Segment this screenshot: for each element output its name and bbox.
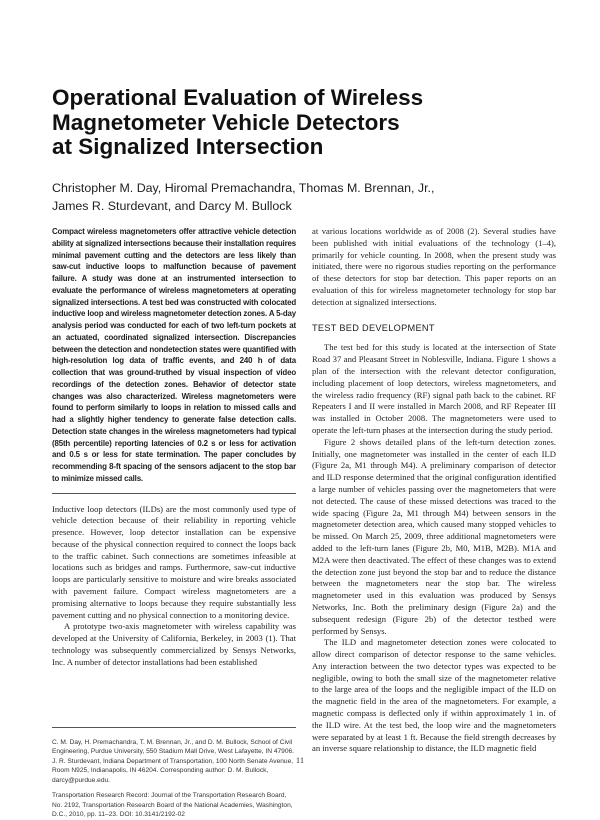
section-paragraph: Figure 2 shows detailed plans of the left-turn detection zones. Initially, one magnetometer was installed in the center of each ILD (Figure 2a, M1 through M4). A preliminary comparison of detector and ILD response determined that the original configuration identified a large number of vehicles passing over the magnetometers that were not detected. The cause of these missed detections was traced to the wide spacing (Figure 2a, M1 through M4) between sensors in the magnetometer detection area, which caused many stopped vehicles to be missed. On March 25, 2009, three additional magnetometers were added to the left-turn lanes (Figure 2b, M0, M1B, M2B). M1A and M2A were then deactivated. The effect of these changes was to extend the detection zone just beyond the stop bar and to reduce the distance between the magnetometers near the stop bar. The wireless magnetometer used in this evaluation was produced by Sensys Networks, Inc. Both the preliminary design (Figure 2a) and the subsequent redesign (Figure 2b) of the detector testbed were performed by Sensys. [312,436,556,636]
title-line: Operational Evaluation of Wireless [52,85,424,110]
footnote-divider [52,727,296,728]
author-affiliation-note: C. M. Day, H. Premachandra, T. M. Brennan, Jr., and D. M. Bullock, School of Civil Engineering, Purdue University, 550 Stadium Mall Drive, West Lafayette, IN 47906. J. R. Sturdevant, Indiana Department of Transportation, 100 North Senate Avenue, Room N925, Indianapolis, IN 46204. Corresponding author: D. M. Bullock, darcy@purdue.edu. [52,738,295,784]
section-heading: TEST BED DEVELOPMENT [312,322,435,333]
title-line: Magnetometer Vehicle Detectors [52,109,400,135]
intro-paragraph: Inductive loop detectors (ILDs) are the most commonly used type of vehicle detection because of their reliability in reporting vehicle presence. However, loop detector installation can be expensive because of the physical connection required to connect the loops back to the traffic cabinet. Such connections are sometimes infeasible at locations such as bridges and ramps. Furthermore, saw-cut inductive loops are particularly sensitive to moisture and wire breaks associated with pavement failure. Compact wireless magnetometers are a promising alternative to loops because they require substantially less pavement cutting and no physical connection to a monitoring device. [52,503,296,620]
author-line: Christopher M. Day, Hiromal Premachandra, Thomas M. Brennan, Jr., [52,181,435,195]
intro-paragraph: A prototype two-axis magnetometer with wireless capability was developed at the University of California, Berkeley, in 2003 (1). That technology was subsequently commercialized by Sensys Networks, Inc. A number of detector installations had been established [52,621,296,667]
abstract-divider [52,493,296,494]
title-line: at Signalized Intersection [52,134,324,159]
citation-note: Transportation Research Record: Journal of the Transportation Research Board, No. 2192, Transportation Research Board of the National Academies, Washington, D.C., 2010, pp. 11–23. DOI: 10.3141/2192-02 [52,792,293,819]
left-column [52,226,296,820]
abstract: Compact wireless magnetometers offer attractive vehicle detection ability at signalized intersections because their installation requires minimal pavement cutting and the detectors are less likely than saw-cut inductive loops to malfunction because of pavement failure. A study was done at an instrumented intersection to evaluate the performance of wireless magnetometers at operating signalized intersections. A test bed was constructed with colocated inductive loop and wireless magnetometer detection zones. A 5-day analysis period was conducted for each of two left-turn pockets at an actuated, coordinated signalized intersection. Discrepancies between the detection and nondetection states were quantified with high-resolution log data of traffic events, and 240 h of data collection that was ground-truthed by visual inspection of video recordings of the detection zones. Behavior of detector state changes was also characterized. Wireless magnetometers were found to perform similarly to loops in relation to missed calls and had a slightly higher tendency to generate false detection calls. Detection state changes in the wireless magnetometers had typical (85th percentile) reporting latencies of 0.2 s or less for activation and 0.5 s or less for state termination. The paper concludes by recommending 8-ft spacing of the sensors adjacent to the stop bar to minimize missed calls. [52,227,296,483]
section-paragraph: The test bed for this study is located at the intersection of State Road 37 and Pleasant Street in Noblesville, Indiana. Figure 1 shows a plan of the intersection with the relevant detector configuration, including placement of loop detectors, wireless magnetometers, and the wireless radio frequency (RF) signal path back to the cabinet. RF Repeaters I and II were installed in March 2008, and RF Repeater III was installed in October 2008. The magnetometers were used to operate the left-turn phases at the intersection during the study period. [312,342,556,435]
intro-continuation: at various locations worldwide as of 2008 (2). Several studies have been published with initial evaluations of the technology (1–4), primarily for vehicle counting. In 2008, when the present study was initiated, there were no rigorous studies reporting on the performance of these detectors for stop bar detection. This paper reports on an evaluation of this for wireless magnetometer technology for stop bar detection at signalized intersections. [312,226,556,307]
author-line: James R. Sturdevant, and Darcy M. Bullock [52,198,292,213]
section-paragraph: The ILD and magnetometer detection zones were colocated to allow direct comparison of detector response to the same vehicles. Any interaction between the two detector types was expected to be negligible, owing to both the small size of the magnetometer relative to the large area of the loops and the negligible impact of the ILD on the magnetic field in the area of the magnetometers. For example, a magnetic compass is deflected only if within approximately 1 in. of the ILD wire. At the test bed, the loop wire and the magnetometers were separated by at least 1 ft. Because the field strength decreases by an inverse square relationship to distance, the ILD magnetic field [312,637,556,754]
footnotes [52,727,296,820]
paper-title [52,86,552,160]
page-number: 11 [295,755,305,765]
author-list [52,180,572,215]
right-column [312,226,556,755]
